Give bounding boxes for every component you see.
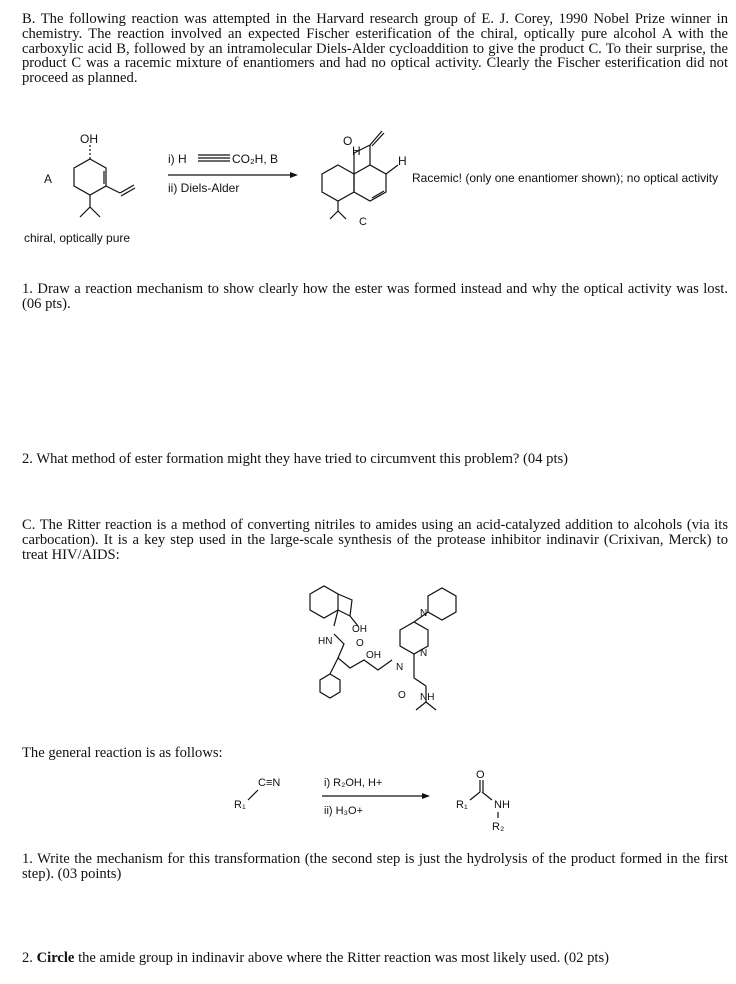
product-h-right: H <box>398 154 407 168</box>
circle-keyword: Circle <box>36 950 75 966</box>
amide-o: O <box>476 769 485 781</box>
general-reaction-label: The general reaction is as follows: <box>22 745 223 761</box>
indinavir-o2: O <box>398 690 406 701</box>
alcohol-oh-label: OH <box>80 132 98 146</box>
indinavir-oh2: OH <box>366 650 381 661</box>
arrow-head <box>290 172 298 178</box>
indinavir-oh1: OH <box>352 624 367 635</box>
indinavir-n1: N <box>420 608 428 619</box>
amide-r1: R₁ <box>456 799 468 811</box>
ritter-cond-2: ii) H₃O+ <box>324 805 364 817</box>
section-b-intro: B. The following reaction was attempted in the Harvard research group of E. J. Corey, 1990 Nobel Prize winner in chemistry. The reaction involved an expected Fischer esterification of the chiral, optically pure alcohol A with the carboxylic acid B, followed by an intramolecular Diels-Alder cycloaddition to give the product C. To their surprise, the product C was a racemic mixture of enantiomers and had no optical activity. Clearly the Fischer esterification did not proceed as planned. <box>22 11 728 87</box>
indinavir-structure <box>0 582 736 722</box>
indinavir-n3: N <box>396 662 404 673</box>
indinavir-n2: N <box>420 648 428 659</box>
indinavir-o1: O <box>356 638 364 649</box>
indinavir-nh: NH <box>420 692 435 703</box>
product-h-top: H <box>352 144 361 158</box>
racemic-note: Racemic! (only one enantiomer shown); no optical activity <box>412 171 719 185</box>
section-c-question-1: 1. Write the mechanism for this transformation (the second step is just the hydrolysis of the product formed in the first step). (03 points) <box>22 851 728 882</box>
amide-r2: R₂ <box>492 821 505 833</box>
indinavir-hn: HN <box>318 636 333 647</box>
ritter-cond-1: i) R₂OH, H+ <box>324 777 383 789</box>
ritter-general-scheme <box>0 769 736 833</box>
compound-a-label: A <box>44 172 53 186</box>
question-2-rest: the amide group in indinavir above where the Ritter reaction was most likely used. (02 pts) <box>74 950 609 966</box>
product-c-label: C <box>359 216 367 228</box>
nitrile-r1: R₁ <box>234 799 246 811</box>
section-c-question-2 <box>22 951 728 966</box>
section-b-question-1: 1. Draw a reaction mechanism to show clearly how the ester was formed instead and why the optical activity was lost. (06 pts). <box>22 281 728 312</box>
chiral-note: chiral, optically pure <box>24 231 131 245</box>
nitrile-group: C≡N <box>258 777 281 789</box>
section-b-question-2: 2. What method of ester formation might they have tried to circumvent this problem? (04 pts) <box>22 451 569 467</box>
step1-prefix: i) H <box>168 152 187 166</box>
product-o-label: O <box>343 134 353 148</box>
diels-alder-scheme <box>0 125 736 245</box>
question-2-prefix: 2. <box>22 950 37 966</box>
step2-label: ii) Diels-Alder <box>168 181 240 195</box>
step1-suffix: CO₂H, B <box>232 152 278 166</box>
section-c-intro: C. The Ritter reaction is a method of converting nitriles to amides using an acid-catalyzed addition to alcohols (via its carbocation). It is a key step used in the large-scale synthesis of the protease inhibitor indinavir (Crixivan, Merck) to treat HIV/AIDS: <box>22 517 728 563</box>
alcohol-a-structure <box>74 145 135 217</box>
amide-nh: NH <box>494 799 510 811</box>
